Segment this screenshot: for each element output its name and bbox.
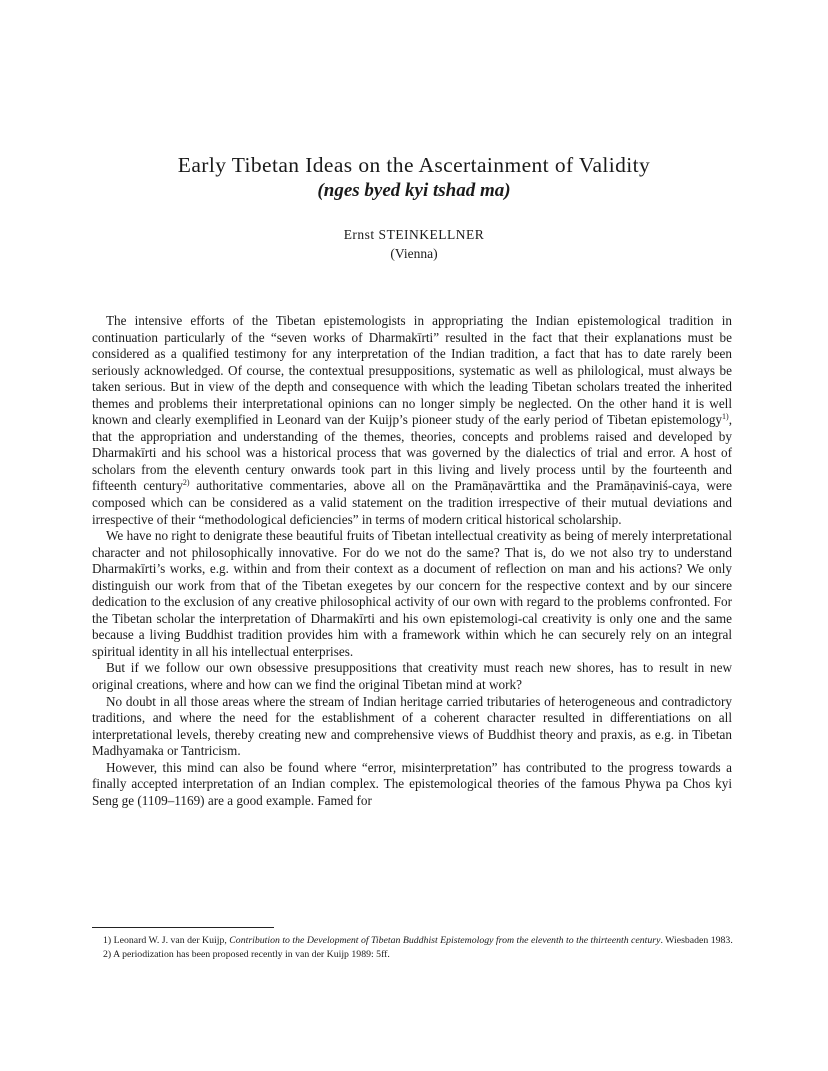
footnote-ref-2: 2) [182, 478, 190, 488]
paragraph-4: No doubt in all those areas where the stream of Indian heritage carried tributaries of heterogeneous and contradictory traditions, and where the need for the establishment of a coherent character resulted in differentiations on all interpretational levels, thereby creating new and comprehensive views of Buddhist theory and praxis, as e.g. in Tibetan Madhyamaka or Tantricism. [92, 693, 732, 759]
paragraph-3: But if we follow our own obsessive presuppositions that creativity must reach new shores, has to result in new original creations, where and how can we find the original Tibetan mind at work? [92, 660, 732, 693]
paragraph-1-part-b: , that the appropriation and understanding of the themes, theories, concepts and problems raised and developed by Dharmakīrti and his school was a historical process that was governed by the dialectics of trial and error. A host of scholars from the eleventh century onwards took part in this living and lively process until by the fourteenth and fifteenth century [92, 412, 732, 494]
footnote-1-title: Contribution to the Development of Tibetan Buddhist Epistemology from the eleventh to the thirteenth century [229, 935, 661, 946]
paragraph-1 [92, 313, 732, 528]
footnote-divider [92, 927, 274, 928]
footnote-1-author: Leonard W. J. van der Kuijp, [111, 935, 230, 946]
footnote-1-marker: 1) [103, 935, 112, 946]
paragraph-1-part-c: authoritative commentaries, above all on the Pramāṇavārttika and the Pramāṇaviniś-caya, were composed which can be considered as a valid statement on the tradition irrespective of their mutual deviations and irrespective of their “methodological deficiencies” in terms of modern critical historical scholarship. [92, 478, 732, 527]
footnote-2-marker: 2) [103, 949, 112, 960]
article-title: Early Tibetan Ideas on the Ascertainment of Validity [177, 153, 651, 177]
footnote-1-rest: . Wiesbaden 1983. [660, 935, 733, 946]
article-subtitle: (nges byed kyi tshad ma) [317, 180, 511, 201]
footnote-2 [103, 948, 733, 962]
author-name: Ernst STEINKELLNER [343, 227, 485, 242]
paragraph-1-part-a: The intensive efforts of the Tibetan epistemologists in appropriating the Indian epistemological tradition in continuation particularly of the “seven works of Dharmakīrti” resulted in the fact that their explanations must be considered as a qualified testimony for any interpretation of the Indian tradition, a fact that has to date rarely been seriously acknowledged. Of course, the contextual presuppositions, systematic as well as philological, must always be taken serious. But in view of the depth and consequence with which the leading Tibetan scholars treated the inherited themes and problems their interpretational opinions can no longer simply be neglected. On the other hand it is well known and clearly exemplified in Leonard van der Kuijp’s pioneer study of the early period of Tibetan epistemology [92, 313, 732, 428]
footnote-ref-1: 1) [722, 412, 729, 422]
author-affiliation: (Vienna) [390, 246, 438, 261]
article-body [92, 313, 732, 809]
footnote-2-text: A periodization has been proposed recently in van der Kuijp 1989: 5ff. [111, 949, 390, 960]
footnotes [103, 934, 733, 962]
paragraph-2: We have no right to denigrate these beautiful fruits of Tibetan intellectual creativity as being of merely interpretational character and not philosophically innovative. For do we not do the same? That is, do we not also try to understand Dharmakīrti’s works, e.g. within and from their context as a document of reflection on man and his actions? We only distinguish our work from that of the Tibetan exegetes by our concern for the respective context and by our sincere dedication to the exclusion of any creative philosophical activity of our own with regard to the problems confronted. For the Tibetan scholar the interpretation of Dharmakīrti and his own epistemologi-cal creativity is only one and the same because a living Buddhist tradition provides him with a framework within which he can securely rely on an integral spiritual identity in all his intellectual enterprises. [92, 528, 732, 659]
footnote-1 [103, 934, 733, 948]
paragraph-5: However, this mind can also be found where “error, misinterpretation” has contributed to the progress towards a finally accepted interpretation of an Indian complex. The epistemological theories of the famous Phywa pa Chos kyi Seng ge (1109–1169) are a good example. Famed for [92, 759, 732, 808]
